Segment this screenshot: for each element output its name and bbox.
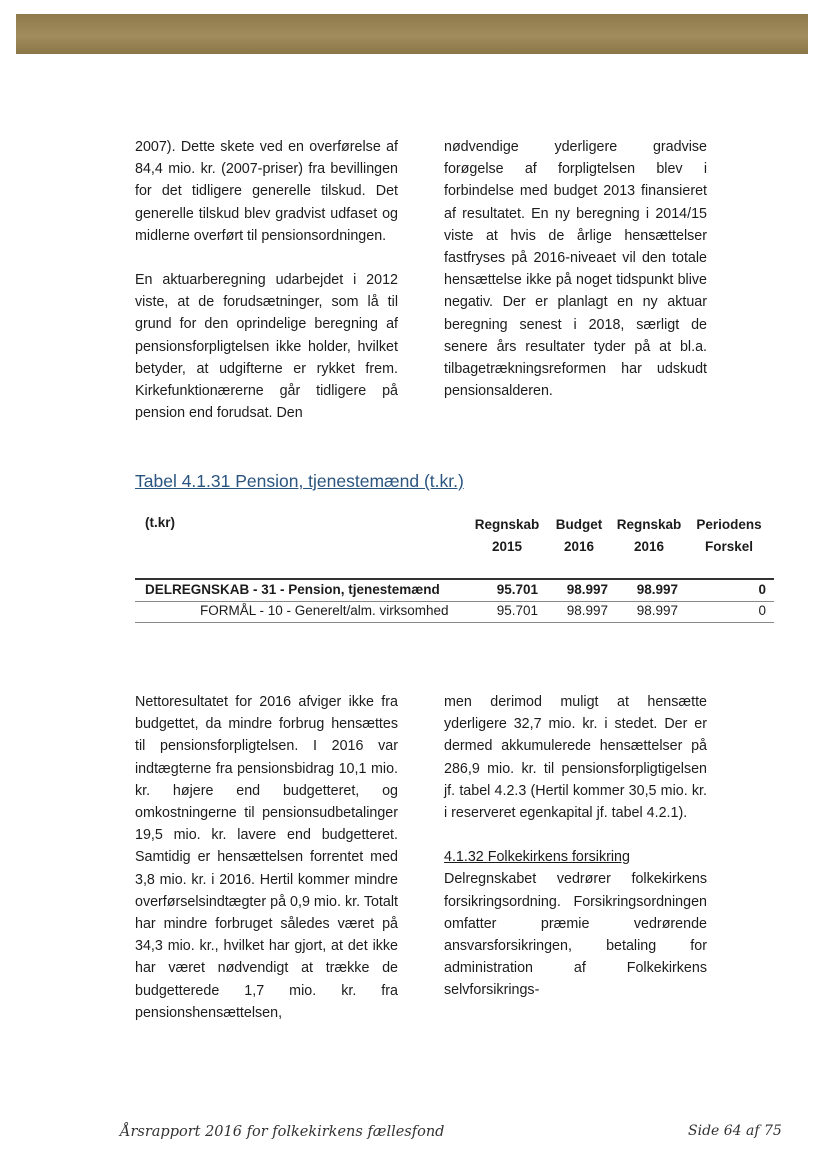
table-rule: [135, 578, 774, 580]
cell: 95.701: [496, 603, 538, 618]
table-unit-label: (t.kr): [145, 515, 175, 530]
paragraph: 2007). Dette skete ved en overførelse af 84,4 mio. kr. (2007-priser) fra bevillingen for det tidligere generelle tilskud. Det generelle tilskud blev gradvist udfaset og midlerne overført til pensionsordningen.: [135, 139, 398, 244]
cell: 98.997: [566, 603, 608, 618]
column-header-periodens-forskel: Periodens Forskel: [696, 517, 762, 554]
table-rule: [135, 622, 774, 623]
cell: 0: [758, 603, 766, 618]
paragraph: Delregnskabet vedrører folkekirkens forsikringsordning. Forsikringsordningen omfatter præmie vedrørende ansvarsforsikringen, betaling for administration af Folkekirkens selvforsikrings-: [444, 871, 707, 999]
paragraph: nødvendige yderligere gradvise forøgelse af forpligtelsen blev i forbindelse med budget 2013 finansieret af resultatet. En ny beregning i 2014/15 viste at hvis de årlige hensættelser fastfryses på 2016-niveaet vil den totale hensættelse ikke på noget tidspunkt blive negativ. Der er planlagt en ny aktuar beregning senest i 2018, særligt de senere års resultater tyder på at bl.a. tilbagetrækningsreformen har udskudt pensionsalderen.: [444, 139, 707, 400]
cell: 98.997: [636, 582, 678, 597]
text-column-3: [135, 691, 398, 1024]
column-header-budget-2016: Budget 2016: [555, 517, 603, 554]
paragraph: men derimod muligt at hensætte yderligere 32,7 mio. kr. i stedet. Der er dermed akkumulerede hensættelser på 286,9 mio. kr. til pensionsforpligtigelsen jf. tabel 4.2.3 (Hertil kommer 30,5 mio. kr. i reserveret egenkapital jf. tabel 4.2.1).: [444, 694, 707, 822]
row-label: DELREGNSKAB - 31 - Pension, tjenestemænd: [145, 582, 440, 597]
footer-page-number: Side 64 af 75: [688, 1123, 782, 1139]
cell: 0: [758, 582, 766, 597]
footer-report-title: Årsrapport 2016 for folkekirkens fællesfond: [120, 1124, 445, 1140]
header-band: [16, 14, 808, 54]
paragraph: Nettoresultatet for 2016 afviger ikke fra budgettet, da mindre forbrug hensættes til pensionsforpligtelsen. I 2016 var indtægterne fra pensionsbidrag 10,1 mio. kr. højere end budgetteret, og omkostningerne til pensionsudbetalinger 19,5 mio. kr. lavere end budgetteret. Samtidig er hensættelsen forrentet med 3,8 mio. kr. i 2016. Hertil kommer mindre overførselsindtægter på 0,9 mio. kr. Totalt har mindre forbruget således været på 34,3 mio. kr., hvilket har gjort, at det ikke har været nødvendigt at trække de budgetterede 1,7 mio. kr. fra pensionshensættelsen,: [135, 694, 398, 1021]
paragraph: En aktuarberegning udarbejdet i 2012 viste, at de forudsætninger, som lå til grund for den oprindelige beregning af pensionsforpligtelsen ikke holder, hvilket betyder, at udgifterne er rykket frem. Kirkefunktionærerne går tidligere på pension end forudsat. Den: [135, 272, 398, 422]
text-column-4: [444, 691, 707, 1002]
text-column-1: [135, 136, 398, 424]
text-column-2: [444, 136, 707, 402]
cell: 95.701: [496, 582, 538, 597]
column-header-regnskab-2016: Regnskab 2016: [616, 517, 682, 554]
table-rule: [135, 601, 774, 602]
column-header-regnskab-2015: Regnskab 2015: [474, 517, 540, 554]
table-title: Tabel 4.1.31 Pension, tjenestemænd (t.kr.): [135, 471, 464, 491]
row-label: FORMÅL - 10 - Generelt/alm. virksomhed: [200, 603, 449, 618]
cell: 98.997: [566, 582, 608, 597]
cell: 98.997: [636, 603, 678, 618]
section-heading: 4.1.32 Folkekirkens forsikring: [444, 849, 630, 866]
